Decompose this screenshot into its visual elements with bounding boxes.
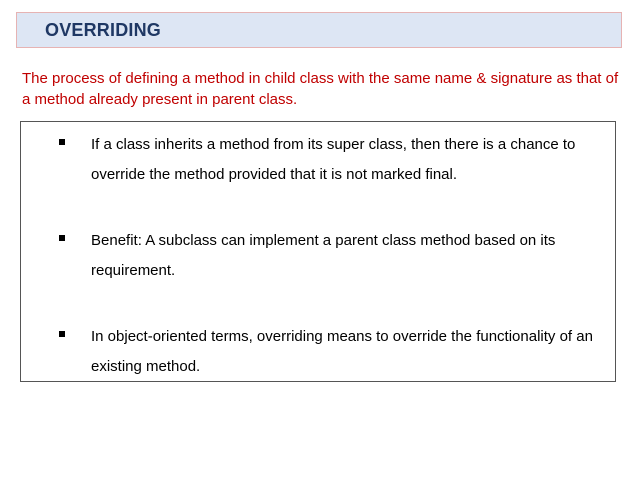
square-bullet-icon bbox=[59, 331, 65, 337]
bullet-text: If a class inherits a method from its super class, then there is a chance to override the method provided that it is not marked final. bbox=[91, 136, 576, 183]
bullet-text: Benefit: A subclass can implement a parent class method based on its requirement. bbox=[91, 232, 556, 279]
slide-title: OVERRIDING bbox=[45, 20, 162, 40]
square-bullet-icon bbox=[59, 235, 65, 241]
definition-text: The process of defining a method in child class with the same name & signature as that of a method already present in parent class. bbox=[22, 70, 619, 108]
title-bar bbox=[16, 12, 622, 48]
bullet-text: In object-oriented terms, overriding means to override the functionality of an existing method. bbox=[91, 328, 593, 375]
square-bullet-icon bbox=[59, 139, 65, 145]
content-box bbox=[20, 121, 616, 382]
